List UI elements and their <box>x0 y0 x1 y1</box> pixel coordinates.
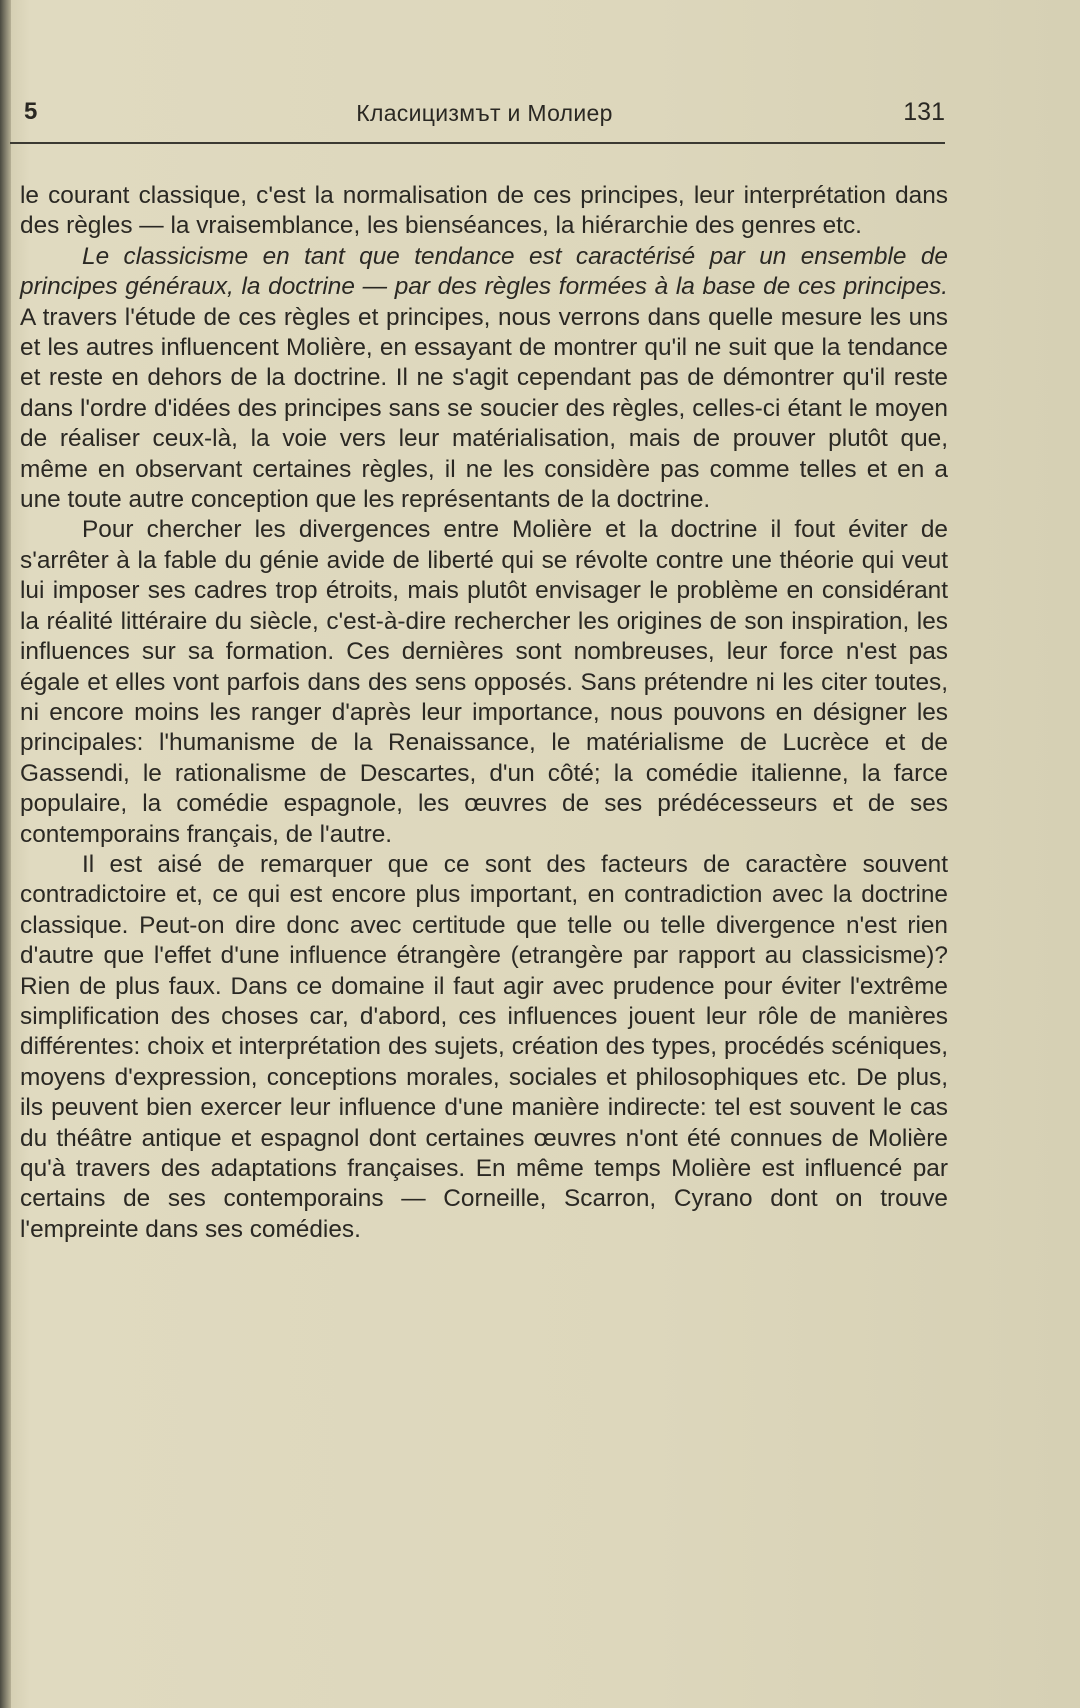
page-binding-edge <box>0 0 11 1708</box>
paragraph-3: Pour chercher les divergences entre Molière et la doctrine il fout éviter de s'arrêter à la fable du génie avide de liberté qui se révolte contre une théorie qui veut lui imposer ses cadres trop étroits, mais plutôt envisager le problème en considérant la réalité littéraire du siècle, c'est-à-dire rechercher les origines de son inspiration, les influences sur sa formation. Ces dernières sont nombreuses, leur force n'est pas égale et elles vont parfois dans des sens opposés. Sans prétendre ni les citer toutes, ni encore moins les ranger d'après leur importance, nous pouvons en désigner les principales: l'humanisme de la Renaissance, le matérialisme de Lucrèce et de Gassendi, le rationalisme de Descartes, d'un côté; la comédie italienne, la farce populaire, la comédie espagnole, les œuvres de ses prédécesseurs et de ses contemporains français, de l'autre. <box>20 516 948 848</box>
left-page-marker: 5 <box>24 98 38 125</box>
paragraph-2 <box>20 242 948 516</box>
paragraph-4: Il est aisé de remarquer que ce sont des facteurs de caractère souvent contradictoire et, ce qui est encore plus important, en contradiction avec la doctrine classique. Peut-on dire donc avec certitude que telle ou telle divergence n'est rien d'autre que l'effet d'une influence étrangère (etrangère par rapport au classicisme)? Rien de plus faux. Dans ce domaine il faut agir avec prudence pour éviter l'extrême simplification des choses car, d'abord, ces influences jouent leur rôle de manières différentes: choix et interprétation des sujets, création des types, procédés scéniques, moyens d'expression, conceptions morales, sociales et philosophiques etc. De plus, ils peuvent bien exercer leur influence d'une manière indirecte: tel est souvent le cas du théâtre antique et espagnol dont certaines œuvres n'ont été connues de Molière qu'à travers des adaptations françaises. En même temps Molière est influencé par certains de ses contemporains — Corneille, Scarron, Cyrano dont on trouve l'empreinte dans ses comédies. <box>20 850 948 1243</box>
header-rule <box>10 142 945 144</box>
page-header <box>24 98 945 140</box>
paragraph-2-rest: A travers l'étude de ces règles et principes, nous verrons dans quelle mesure les uns et les autres influencent Molière, en essayant de montrer qu'il ne suit que la tendance et reste en dehors de la doctrine. Il ne s'agit cependant pas de démontrer qu'il reste dans l'ordre d'idées des principes sans se soucier des règles, celles-ci étant le moyen de réaliser ceux-là, la voie vers leur matérialisation, mais de prouver plutôt que, même en observant certaines règles, il ne les considère pas comme telles et en a une toute autre conception que les représentants de la doctrine. <box>20 303 948 514</box>
paragraph-2-italic: Le classicisme en tant que tendance est caractérisé par un ensemble de principes généraux, la doctrine — par des règles formées à la base de ces principes. <box>20 242 948 301</box>
paragraph-1: le courant classique, c'est la normalisation de ces principes, leur interprétation dans des règles — la vraisemblance, les bienséances, la hiérarchie des genres etc. <box>20 182 948 240</box>
running-title: Класицизмът и Молиер <box>356 100 613 126</box>
page-number: 131 <box>903 98 945 126</box>
body-text <box>20 181 948 1245</box>
